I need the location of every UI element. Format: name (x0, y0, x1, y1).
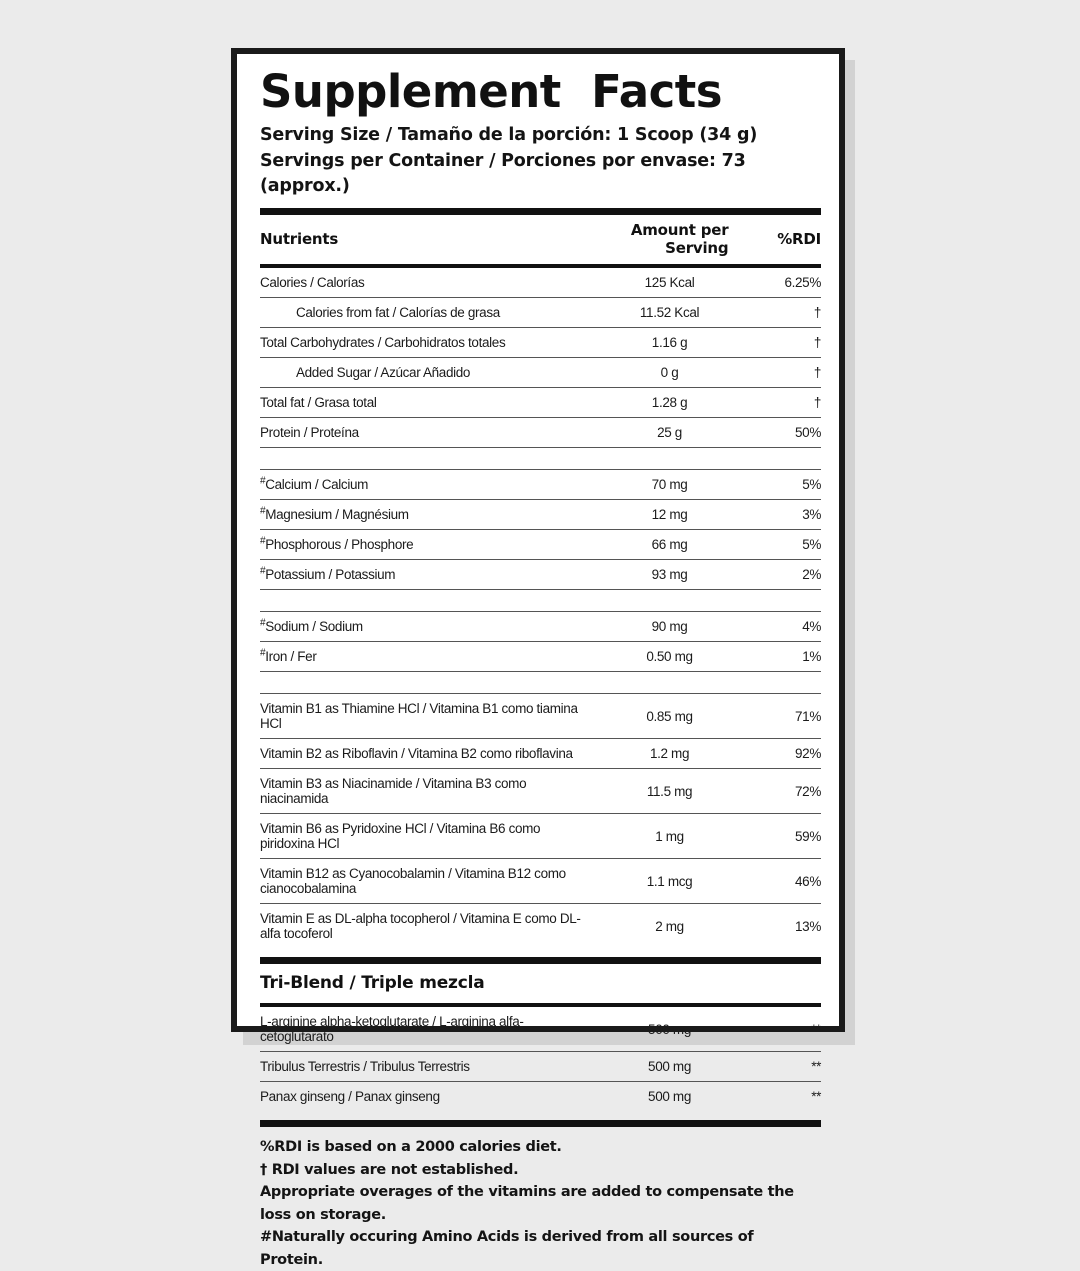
nutrient-rdi: 4% (742, 612, 821, 642)
table-row (260, 769, 821, 814)
nutrient-name: Vitamin E as DL-alpha tocopherol / Vitamina E como DL-alfa tocoferol (260, 904, 597, 949)
nutrient-name: #Potassium / Potassium (260, 560, 597, 590)
table-row (260, 814, 821, 859)
nutrient-rdi: 71% (742, 694, 821, 739)
hash-marker: # (260, 535, 266, 547)
row-spacer (260, 672, 821, 694)
nutrient-rows-table (260, 268, 821, 948)
blend-row (260, 1052, 821, 1082)
divider-footnotes (260, 1120, 821, 1127)
serving-size: Serving Size / Tamaño de la porción: 1 Scoop (34 g) (260, 125, 758, 146)
nutrient-name: Protein / Proteína (260, 418, 597, 448)
nutrient-amount: 0 g (597, 358, 743, 388)
nutrient-amount: 93 mg (597, 560, 743, 590)
table-row (260, 612, 821, 642)
blend-ingredient-amount: 500 mg (597, 1082, 743, 1112)
table-row (260, 904, 821, 949)
nutrient-rdi: 5% (742, 530, 821, 560)
nutrient-name: Vitamin B3 as Niacinamide / Vitamina B3 como niacinamida (260, 769, 597, 814)
nutrient-amount: 0.85 mg (597, 694, 743, 739)
table-header-row (260, 215, 821, 264)
nutrient-name: Calories / Calorías (260, 275, 365, 291)
table-row (260, 418, 821, 448)
nutrient-name: Total Carbohydrates / Carbohidratos totales (260, 328, 597, 358)
hash-marker: # (260, 475, 266, 487)
table-row (260, 859, 821, 904)
nutrient-rdi: 1% (742, 642, 821, 672)
nutrient-amount: 1.16 g (597, 328, 743, 358)
blend-row (260, 1007, 821, 1052)
table-row (260, 358, 821, 388)
column-header-nutrients: Nutrients (260, 230, 339, 249)
row-spacer-cell (260, 448, 821, 470)
nutrient-rdi: 13% (742, 904, 821, 949)
table-row (260, 560, 821, 590)
table-row (260, 694, 821, 739)
nutrient-rdi: 6.25% (784, 275, 821, 291)
table-row (260, 530, 821, 560)
nutrient-rdi: 3% (742, 500, 821, 530)
blend-ingredient-rdi: ** (742, 1052, 821, 1082)
nutrient-amount: 1 mg (597, 814, 743, 859)
serving-info (260, 123, 821, 199)
table-row (260, 739, 821, 769)
nutrient-amount: 1.1 mcg (597, 859, 743, 904)
nutrient-rdi: † (742, 298, 821, 328)
row-spacer (260, 448, 821, 470)
hash-marker: # (260, 617, 266, 629)
blend-table (260, 1007, 821, 1111)
blend-ingredient-name: Panax ginseng / Panax ginseng (260, 1082, 597, 1112)
blend-ingredient-rdi: ** (811, 1021, 821, 1037)
divider-top (260, 208, 821, 215)
table-row (260, 500, 821, 530)
divider-blend-top (260, 957, 821, 964)
blend-ingredient-name: Tribulus Terrestris / Tribulus Terrestris (260, 1052, 597, 1082)
nutrient-name: #Phosphorous / Phosphore (260, 530, 597, 560)
nutrient-amount: 125 Kcal (644, 275, 695, 291)
nutrient-amount: 12 mg (597, 500, 743, 530)
nutrient-name: Vitamin B1 as Thiamine HCl / Vitamina B1 como tiamina HCl (260, 694, 597, 739)
nutrient-name: Vitamin B6 as Pyridoxine HCl / Vitamina B6 como piridoxina HCl (260, 814, 597, 859)
nutrient-rdi: 72% (742, 769, 821, 814)
row-spacer-cell (260, 672, 821, 694)
nutrient-name: Vitamin B2 as Riboflavin / Vitamina B2 como riboflavina (260, 739, 597, 769)
column-header-rdi: %RDI (777, 230, 821, 249)
column-header-amount: Amount per Serving (630, 221, 729, 258)
nutrient-name: #Magnesium / Magnésium (260, 500, 597, 530)
table-row (260, 268, 821, 298)
footnote-line: † RDI values are not established. (260, 1161, 519, 1178)
row-spacer (260, 590, 821, 612)
nutrient-name: #Sodium / Sodium (260, 612, 597, 642)
blend-section-title: Tri-Blend / Triple mezcla (260, 973, 485, 994)
nutrient-amount: 1.2 mg (597, 739, 743, 769)
nutrient-name: #Iron / Fer (260, 642, 597, 672)
blend-ingredient-name: L-arginine alpha-ketoglutarate / L-arginina alfa-cetoglutarato (260, 1014, 524, 1045)
nutrient-amount: 0.50 mg (597, 642, 743, 672)
nutrient-rdi: 92% (742, 739, 821, 769)
nutrient-amount: 11.52 Kcal (597, 298, 743, 328)
hash-marker: # (260, 565, 266, 577)
blend-ingredient-amount: 500 mg (648, 1021, 691, 1037)
footnotes (260, 1136, 821, 1271)
table-row (260, 328, 821, 358)
nutrient-amount: 70 mg (597, 470, 743, 500)
nutrition-table (260, 215, 821, 264)
supplement-facts-panel (231, 48, 845, 1268)
row-spacer-cell (260, 590, 821, 612)
table-row (260, 642, 821, 672)
nutrient-rdi: 50% (742, 418, 821, 448)
footnote-line: Appropriate overages of the vitamins are added to compensate the loss on storage. (260, 1184, 799, 1223)
nutrient-name: #Calcium / Calcium (260, 470, 597, 500)
nutrient-name: Total fat / Grasa total (260, 388, 597, 418)
footnote-line: %RDI is based on a 2000 calories diet. (260, 1139, 562, 1156)
nutrient-name: Calories from fat / Calorías de grasa (260, 298, 597, 328)
servings-per-container: Servings per Container / Porciones por envase: 73 (approx.) (260, 150, 746, 196)
nutrient-amount: 66 mg (597, 530, 743, 560)
blend-ingredient-rdi: ** (742, 1082, 821, 1112)
nutrient-rdi: † (742, 358, 821, 388)
nutrient-rdi: † (742, 328, 821, 358)
page-title: Supplement Facts (260, 65, 723, 118)
nutrient-name: Vitamin B12 as Cyanocobalamin / Vitamina B12 como cianocobalamina (260, 859, 597, 904)
nutrient-amount: 25 g (597, 418, 743, 448)
footnote-line: #Naturally occuring Amino Acids is derived from all sources of Protein. (260, 1229, 759, 1268)
nutrient-amount: 11.5 mg (597, 769, 743, 814)
nutrient-rdi: 5% (742, 470, 821, 500)
nutrient-name: Added Sugar / Azúcar Añadido (260, 358, 597, 388)
table-row (260, 298, 821, 328)
nutrient-amount: 1.28 g (597, 388, 743, 418)
blend-row (260, 1082, 821, 1112)
nutrient-amount: 2 mg (597, 904, 743, 949)
nutrient-rdi: † (742, 388, 821, 418)
blend-ingredient-amount: 500 mg (597, 1052, 743, 1082)
table-row (260, 388, 821, 418)
nutrient-amount: 90 mg (597, 612, 743, 642)
table-row (260, 470, 821, 500)
nutrient-rdi: 2% (742, 560, 821, 590)
nutrient-rdi: 46% (742, 859, 821, 904)
hash-marker: # (260, 505, 266, 517)
hash-marker: # (260, 647, 266, 659)
nutrient-rdi: 59% (742, 814, 821, 859)
